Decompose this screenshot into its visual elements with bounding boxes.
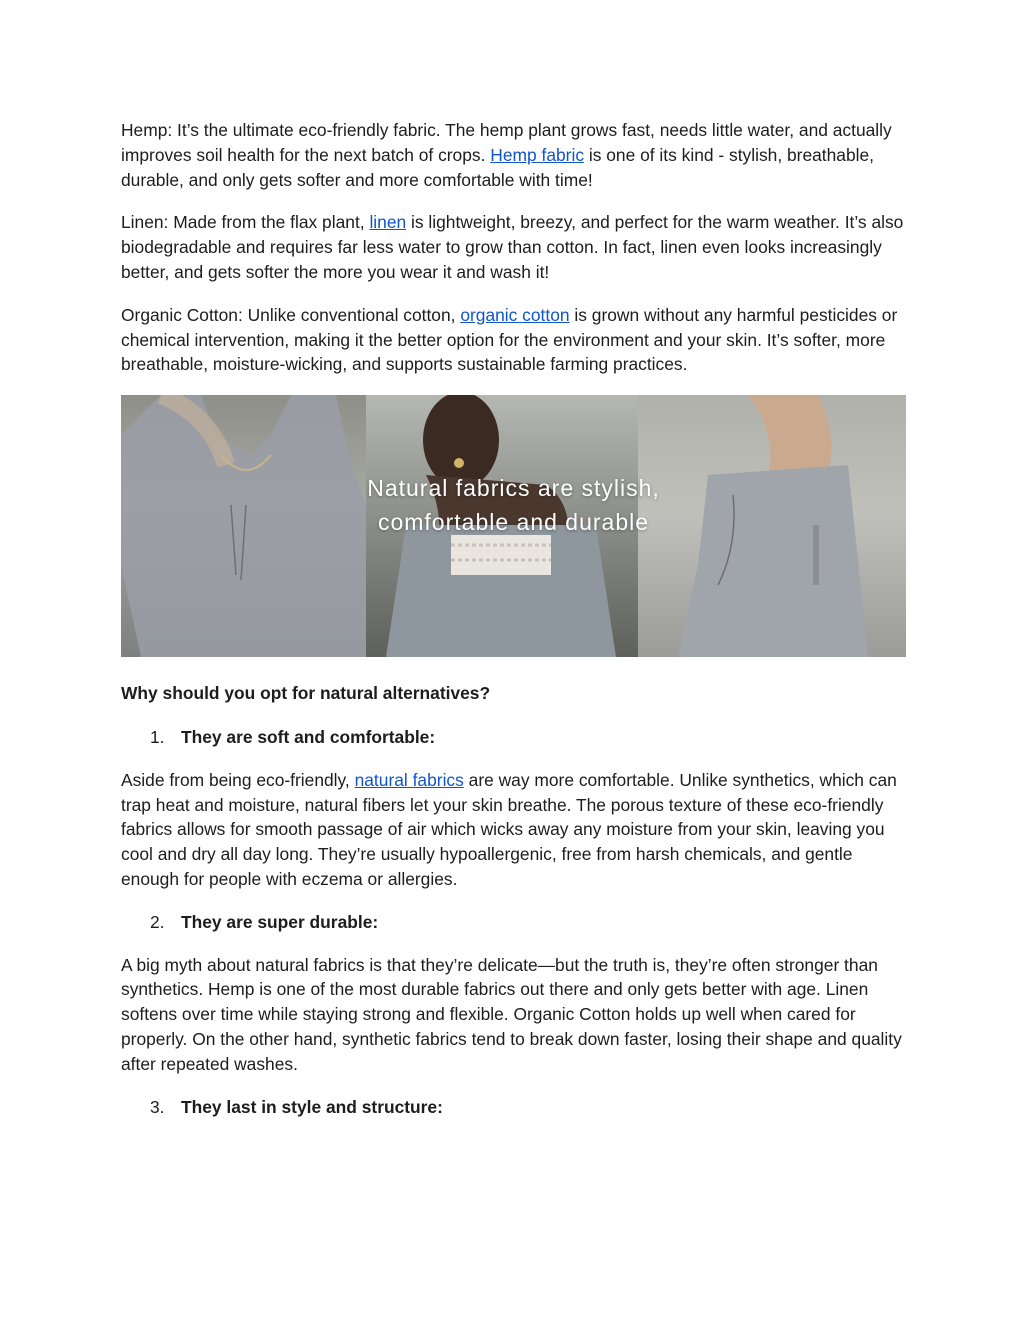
organic-cotton-paragraph	[121, 303, 911, 377]
item-number: 1.	[150, 726, 165, 747]
numbered-item-3	[121, 1095, 911, 1120]
linen-paragraph	[121, 210, 911, 284]
banner-caption	[121, 471, 906, 539]
hemp-text-end: is one of its kind - stylish, breathable, durable, and only gets softer and more comfortable with time!	[121, 144, 875, 190]
linen-text-end: is lightweight, breezy, and perfect for the warm weather. It’s also biodegradable and requires far less water to grow than cotton. In fact, linen even looks increasingly better, and gets softer the more you wear it and wash it!	[121, 212, 904, 282]
banner-caption-line-2: comfortable and durable	[377, 509, 650, 536]
item-title: They are soft and comfortable:	[181, 726, 436, 747]
item-1-text-end: are way more comfortable. Unlike synthetics, which can trap heat and moisture, natural fibers let your skin breathe. The porous texture of these eco-friendly fabrics allows for smooth passage of air which wicks away any moisture from your skin, leaving you cool and dry all day long. They’re usually hypoallergenic, free from harsh chemicals, and gentle enough for people with eczema or allergies.	[121, 769, 897, 889]
item-1-text-start: Aside from being eco-friendly,	[121, 769, 355, 790]
item-1-body	[121, 768, 911, 892]
numbered-item-2	[121, 910, 911, 935]
item-number: 2.	[150, 911, 165, 932]
banner-caption-line-1: Natural fabrics are stylish,	[367, 475, 660, 502]
cotton-text-end: is grown without any harmful pesticides or chemical intervention, making it the better option for the environment and your skin. It’s softer, more breathable, moisture-wicking, and supports sustainable farming practices.	[121, 304, 898, 375]
hemp-text-start: Hemp: It’s the ultimate eco-friendly fabric. The hemp plant grows fast, needs little water, and actually improves soil health for the next batch of crops.	[121, 120, 892, 165]
item-number: 3.	[150, 1096, 165, 1117]
organic-cotton-link[interactable]: organic cotton	[460, 304, 570, 325]
document-page	[121, 118, 911, 1137]
section-heading: Why should you opt for natural alternatives?	[121, 683, 491, 704]
hemp-paragraph	[121, 118, 911, 192]
numbered-item-1	[121, 725, 911, 750]
linen-link[interactable]: linen	[369, 212, 407, 233]
item-title: They last in style and structure:	[181, 1096, 443, 1117]
cotton-text-start: Organic Cotton: Unlike conventional cotton,	[121, 304, 461, 325]
linen-text-start: Linen: Made from the flax plant,	[121, 212, 370, 233]
natural-fabrics-banner-image	[121, 395, 906, 657]
item-2-body: A big myth about natural fabrics is that they’re delicate—but the truth is, they’re often stronger than synthetics. Hemp is one of the most durable fabrics out there and only gets better with age. Linen softens over time while staying strong and flexible. Organic Cotton holds up well when cared for properly. On the other hand, synthetic fabrics tend to break down faster, losing their shape and quality after repeated washes.	[121, 954, 902, 1074]
natural-fabrics-link[interactable]: natural fabrics	[354, 769, 464, 790]
hemp-fabric-link[interactable]: Hemp fabric	[490, 144, 585, 165]
item-title: They are super durable:	[181, 911, 379, 932]
